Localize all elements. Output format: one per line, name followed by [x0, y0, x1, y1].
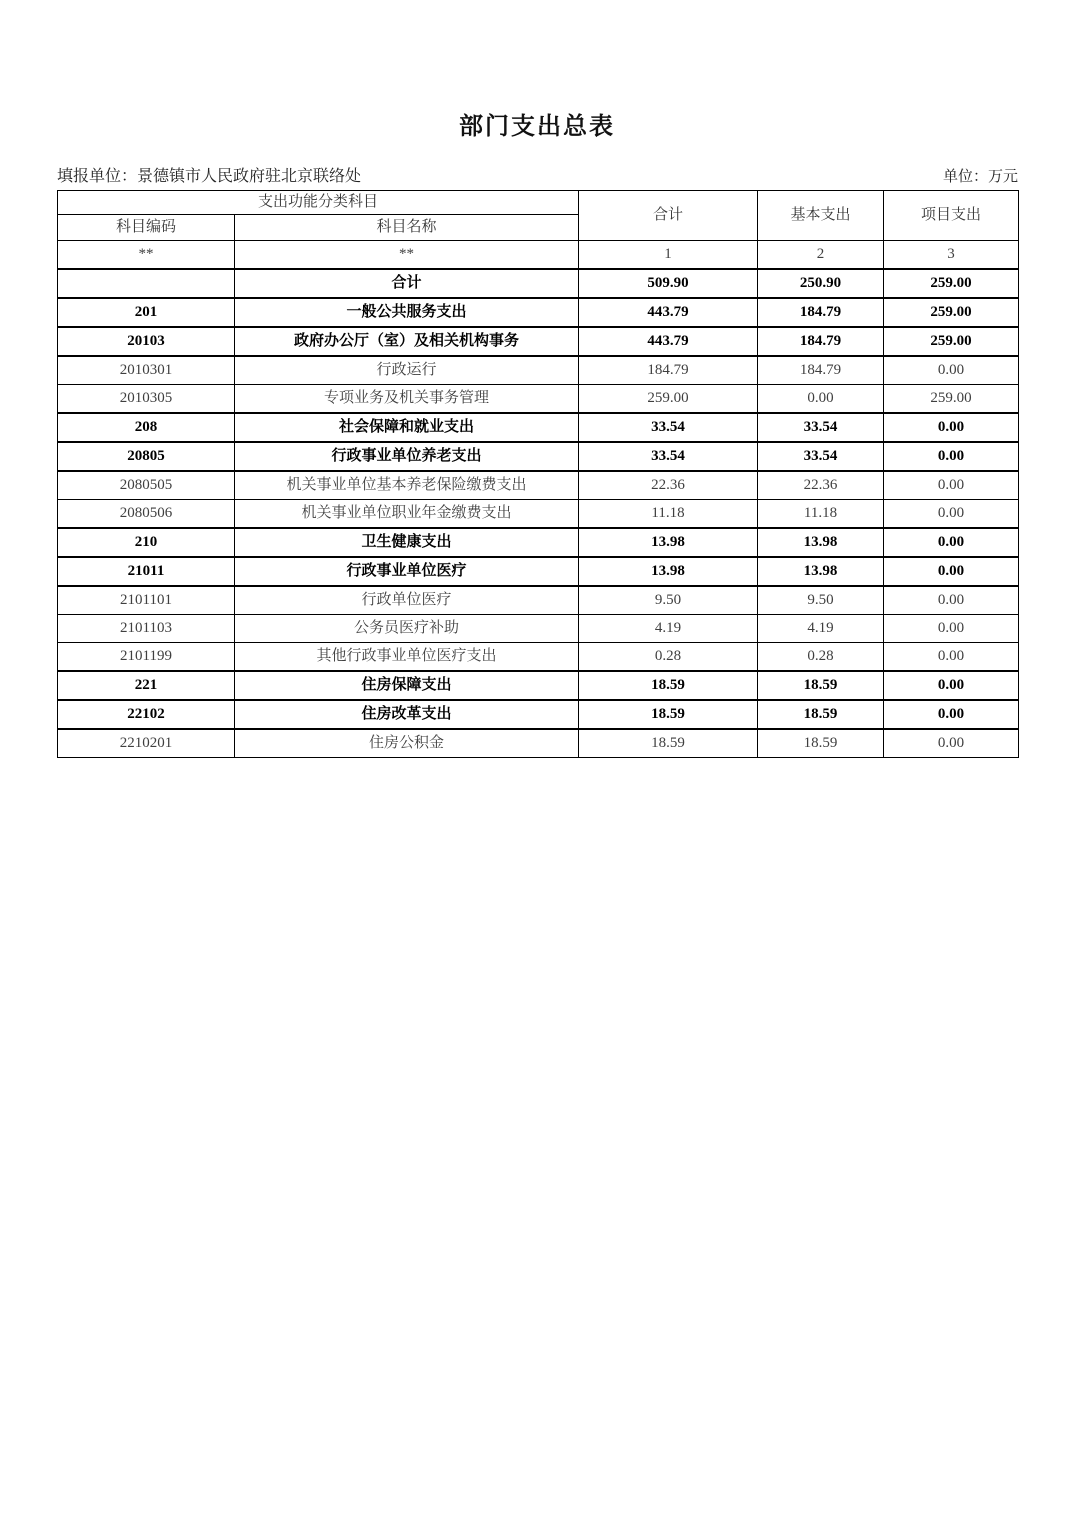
header-total-column: 合计: [579, 191, 758, 241]
cell-project-expenditure: 0.00: [884, 586, 1019, 615]
cell-subject-name: **: [235, 241, 579, 270]
cell-subject-name: 专项业务及机关事务管理: [235, 385, 579, 414]
cell-subject-name: 一般公共服务支出: [235, 298, 579, 327]
cell-total: 4.19: [579, 615, 758, 643]
cell-subject-name: 机关事业单位职业年金缴费支出: [235, 500, 579, 529]
cell-project-expenditure: 0.00: [884, 413, 1019, 442]
cell-total: 184.79: [579, 356, 758, 385]
cell-subject-code: 21011: [58, 557, 235, 586]
cell-total: 9.50: [579, 586, 758, 615]
header-functional-classification: 支出功能分类科目: [58, 191, 579, 215]
cell-basic-expenditure: 33.54: [758, 442, 884, 471]
cell-total: 443.79: [579, 298, 758, 327]
cell-project-expenditure: 259.00: [884, 269, 1019, 298]
table-row: [58, 586, 1019, 615]
cell-basic-expenditure: 0.00: [758, 385, 884, 414]
table-row: [58, 356, 1019, 385]
cell-basic-expenditure: 250.90: [758, 269, 884, 298]
cell-basic-expenditure: 13.98: [758, 557, 884, 586]
cell-subject-code: 2080505: [58, 471, 235, 500]
cell-basic-expenditure: 18.59: [758, 729, 884, 758]
cell-subject-code: 2010301: [58, 356, 235, 385]
cell-basic-expenditure: 4.19: [758, 615, 884, 643]
cell-project-expenditure: 0.00: [884, 615, 1019, 643]
cell-project-expenditure: 0.00: [884, 729, 1019, 758]
table-row: [58, 385, 1019, 414]
cell-total: 33.54: [579, 442, 758, 471]
cell-subject-name: 住房公积金: [235, 729, 579, 758]
table-row: [58, 413, 1019, 442]
cell-project-expenditure: 0.00: [884, 700, 1019, 729]
cell-subject-name: 住房改革支出: [235, 700, 579, 729]
cell-total: 0.28: [579, 643, 758, 672]
cell-subject-code: 208: [58, 413, 235, 442]
cell-project-expenditure: 0.00: [884, 442, 1019, 471]
cell-subject-code: 210: [58, 528, 235, 557]
cell-subject-code: 2080506: [58, 500, 235, 529]
cell-total: 22.36: [579, 471, 758, 500]
cell-basic-expenditure: 13.98: [758, 528, 884, 557]
cell-total: 509.90: [579, 269, 758, 298]
expenditure-summary-table: [57, 190, 1019, 758]
cell-subject-name: 其他行政事业单位医疗支出: [235, 643, 579, 672]
cell-total: 18.59: [579, 700, 758, 729]
cell-subject-code: 2101103: [58, 615, 235, 643]
cell-project-expenditure: 0.00: [884, 557, 1019, 586]
header-subject-code: 科目编码: [58, 215, 235, 241]
cell-total: 443.79: [579, 327, 758, 356]
cell-basic-expenditure: 22.36: [758, 471, 884, 500]
cell-subject-name: 社会保障和就业支出: [235, 413, 579, 442]
cell-subject-code: 22102: [58, 700, 235, 729]
cell-subject-name: 住房保障支出: [235, 671, 579, 700]
cell-subject-code: **: [58, 241, 235, 270]
cell-project-expenditure: 259.00: [884, 327, 1019, 356]
cell-total: 11.18: [579, 500, 758, 529]
cell-subject-name: 行政事业单位医疗: [235, 557, 579, 586]
cell-basic-expenditure: 0.28: [758, 643, 884, 672]
cell-project-expenditure: 0.00: [884, 528, 1019, 557]
cell-total: 1: [579, 241, 758, 270]
cell-total: 13.98: [579, 557, 758, 586]
cell-total: 33.54: [579, 413, 758, 442]
cell-basic-expenditure: 9.50: [758, 586, 884, 615]
cell-subject-name: 机关事业单位基本养老保险缴费支出: [235, 471, 579, 500]
cell-subject-code: 201: [58, 298, 235, 327]
cell-basic-expenditure: 184.79: [758, 327, 884, 356]
cell-basic-expenditure: 18.59: [758, 671, 884, 700]
cell-total: 13.98: [579, 528, 758, 557]
cell-total: 259.00: [579, 385, 758, 414]
table-body: [58, 241, 1019, 758]
cell-total: 18.59: [579, 729, 758, 758]
cell-subject-code: 2101101: [58, 586, 235, 615]
cell-total: 18.59: [579, 671, 758, 700]
table-row: [58, 471, 1019, 500]
header-subject-name: 科目名称: [235, 215, 579, 241]
table-row: [58, 327, 1019, 356]
cell-basic-expenditure: 184.79: [758, 298, 884, 327]
table-row: [58, 528, 1019, 557]
header-basic-expenditure-column: 基本支出: [758, 191, 884, 241]
cell-subject-name: 卫生健康支出: [235, 528, 579, 557]
cell-basic-expenditure: 18.59: [758, 700, 884, 729]
cell-project-expenditure: 0.00: [884, 671, 1019, 700]
page-title: 部门支出总表: [459, 113, 615, 140]
currency-unit-label: 单位：万元: [942, 169, 1018, 185]
cell-basic-expenditure: 2: [758, 241, 884, 270]
table-row: [58, 615, 1019, 643]
cell-subject-code: 20103: [58, 327, 235, 356]
table-header: [58, 191, 1019, 241]
cell-subject-name: 行政单位医疗: [235, 586, 579, 615]
table-row: [58, 298, 1019, 327]
cell-subject-code: 2101199: [58, 643, 235, 672]
table-row: [58, 269, 1019, 298]
table-row: [58, 729, 1019, 758]
cell-subject-code: 2210201: [58, 729, 235, 758]
cell-project-expenditure: 259.00: [884, 385, 1019, 414]
cell-subject-name: 合计: [235, 269, 579, 298]
cell-subject-name: 政府办公厅（室）及相关机构事务: [235, 327, 579, 356]
cell-subject-name: 公务员医疗补助: [235, 615, 579, 643]
cell-subject-name: 行政运行: [235, 356, 579, 385]
cell-subject-code: 20805: [58, 442, 235, 471]
cell-subject-name: 行政事业单位养老支出: [235, 442, 579, 471]
table-row: [58, 671, 1019, 700]
cell-project-expenditure: 0.00: [884, 471, 1019, 500]
cell-basic-expenditure: 11.18: [758, 500, 884, 529]
table-row: [58, 700, 1019, 729]
cell-project-expenditure: 0.00: [884, 356, 1019, 385]
meta-row: [57, 163, 1018, 186]
cell-project-expenditure: 0.00: [884, 500, 1019, 529]
cell-project-expenditure: 3: [884, 241, 1019, 270]
cell-project-expenditure: 259.00: [884, 298, 1019, 327]
cell-subject-code: [58, 269, 235, 298]
cell-basic-expenditure: 184.79: [758, 356, 884, 385]
cell-project-expenditure: 0.00: [884, 643, 1019, 672]
header-project-expenditure-column: 项目支出: [884, 191, 1019, 241]
cell-subject-code: 221: [58, 671, 235, 700]
table-row: [58, 241, 1019, 270]
cell-basic-expenditure: 33.54: [758, 413, 884, 442]
table-row: [58, 643, 1019, 672]
table-row: [58, 500, 1019, 529]
reporting-unit-label: 填报单位：景德镇市人民政府驻北京联络处: [57, 168, 362, 185]
table-row: [58, 557, 1019, 586]
cell-subject-code: 2010305: [58, 385, 235, 414]
table-row: [58, 442, 1019, 471]
